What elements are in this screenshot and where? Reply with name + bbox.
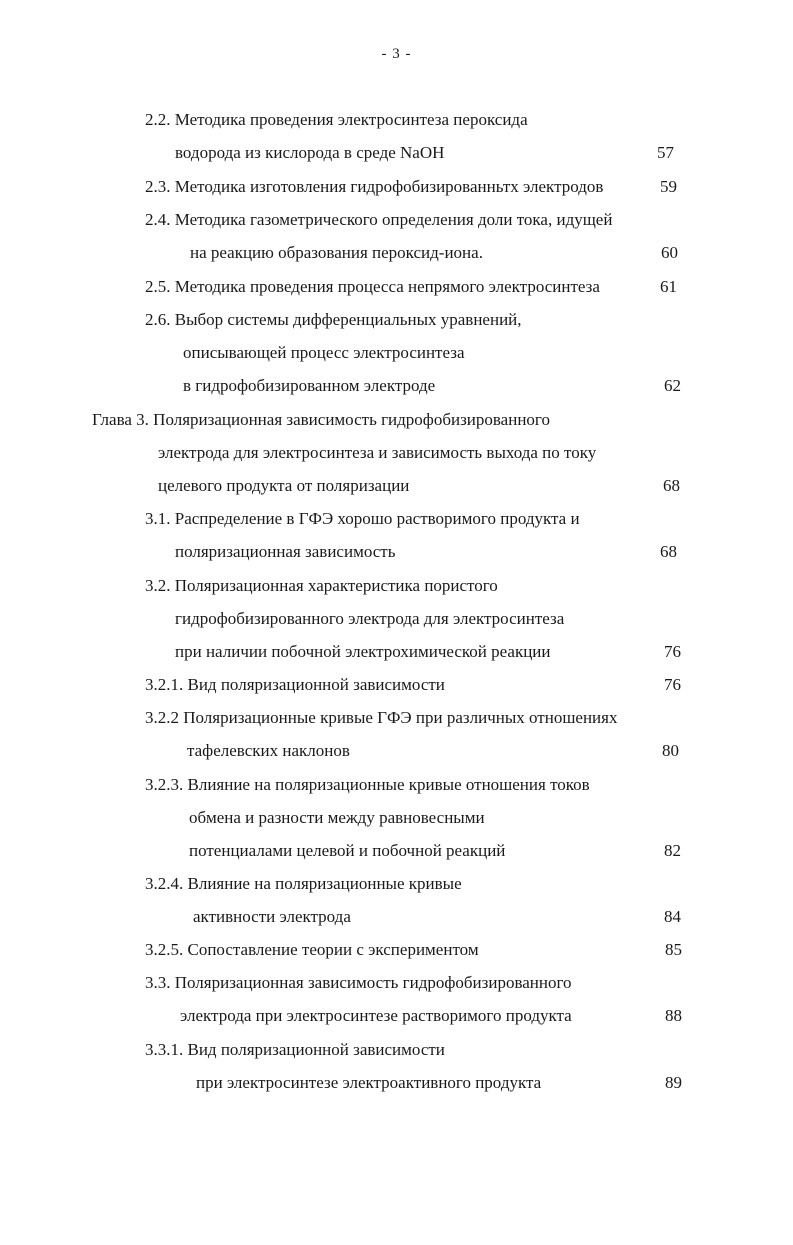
toc-entry-line: целевого продукта от поляризации [158,476,410,495]
toc-chapter-line: Глава 3. Поляризационная зависимость гидрофобизированного [92,410,550,429]
toc-entry-line: при электросинтезе электроактивного продукта [196,1073,542,1092]
toc-page-number: 85 [665,940,682,959]
toc-page-number: 61 [660,277,677,296]
toc-page-number: 76 [664,642,681,661]
toc-entry-line: описывающей процесс электросинтеза [183,343,465,362]
toc-page-number: 82 [664,841,681,860]
toc-entry-line: 3.2.2 Поляризационные кривые ГФЭ при различных отношениях [145,708,618,727]
toc-entry-line: 3.3. Поляризационная зависимость гидрофобизированного [145,973,572,992]
toc-entry-line: 2.5. Методика проведения процесса непрямого электросинтеза [145,277,600,296]
toc-entry-line: при наличии побочной электрохимической реакции [175,642,551,661]
toc-page-number: 68 [660,542,677,561]
toc-page-number: 80 [662,741,679,760]
toc-entry-line: электрода при электросинтезе растворимого продукта [180,1006,572,1025]
toc-entry-line: электрода для электросинтеза и зависимость выхода по току [158,443,597,462]
toc-entry-line: поляризационная зависимость [175,542,396,561]
toc-entry-line: активности электрода [193,907,351,926]
toc-page-number: 88 [665,1006,682,1025]
page-number: - 3 - [381,46,412,62]
toc-entry-line: 3.2.5. Сопоставление теории с экспериментом [145,940,479,959]
toc-entry-line: 2.4. Методика газометрического определения доли тока, идущей [145,210,613,229]
toc-page-number: 68 [663,476,680,495]
toc-page-number: 84 [664,907,681,926]
toc-entry-line: 2.2. Методика проведения электросинтеза пероксида [145,110,528,129]
toc-entry-line: гидрофобизированного электрода для электросинтеза [175,609,565,628]
toc-entry-line: 3.2.1. Вид поляризационной зависимости [145,675,445,694]
toc-entry-line: в гидрофобизированном электроде [183,376,436,395]
toc-page-number: 76 [664,675,681,694]
toc-entry-line: обмена и разности между равновесными [189,808,485,827]
toc-entry-line: 3.2. Поляризационная характеристика пористого [145,576,498,595]
toc-entry-line: водорода из кислорода в среде NaOH [175,143,445,162]
toc-entry-line: на реакцию образования пероксид-иона. [190,243,483,262]
toc-entry-line: 2.3. Методика изготовления гидрофобизированньтх электродов [145,177,604,196]
toc-page-number: 57 [657,143,674,162]
toc-entry-line: потенциалами целевой и побочной реакций [189,841,506,860]
toc-page-number: 59 [660,177,677,196]
toc-entry-line: 3.3.1. Вид поляризационной зависимости [145,1040,445,1059]
toc-entry-line: 3.2.4. Влияние на поляризационные кривые [145,874,462,893]
toc-entry-line: 2.6. Выбор системы дифференциальных уравнений, [145,310,522,329]
toc-page-number: 62 [664,376,681,395]
toc-entry-line: 3.1. Распределение в ГФЭ хорошо растворимого продукта и [145,509,580,528]
toc-page-number: 89 [665,1073,682,1092]
toc-entry-line: тафелевских наклонов [187,741,350,760]
toc-entry-line: 3.2.3. Влияние на поляризационные кривые отношения токов [145,775,590,794]
toc-page-number: 60 [661,243,678,262]
